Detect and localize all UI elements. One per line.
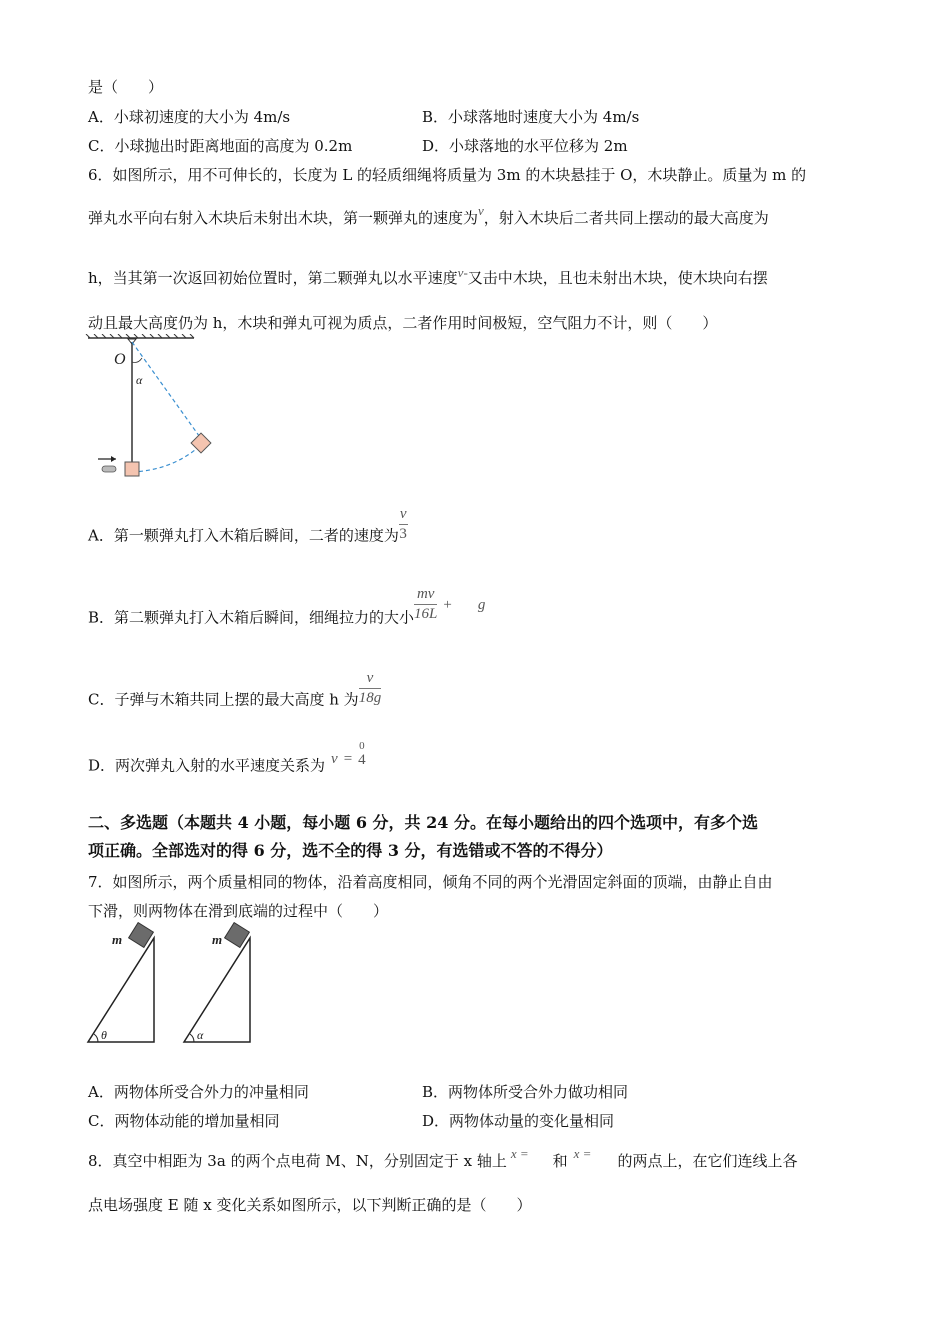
q6-stem-line-3a: h，当其第一次返回初始位置时，第二颗弹丸以水平速度 — [88, 269, 458, 287]
label-o: O — [114, 351, 126, 368]
swing-arc-dashed — [132, 444, 202, 472]
incline-figure-2 — [180, 922, 300, 1048]
swung-string-dashed — [132, 342, 202, 440]
q8-stem-line-1 — [88, 1146, 798, 1171]
q6-option-a-fraction — [399, 506, 408, 543]
q6-option-b-g: g — [477, 596, 486, 613]
q5-option-a: A．小球初速度的大小为 4m/s — [88, 108, 291, 126]
q7-option-b: B．两物体所受合外力做功相同 — [422, 1083, 629, 1101]
q6-option-d-num: 0 — [359, 740, 365, 752]
q6-option-b-num: mv — [416, 586, 435, 602]
q6-stem-line-2a: 弹丸水平向右射入木块后未射出木块，第一颗弹丸的速度为 — [88, 209, 479, 227]
q6-option-d-fraction — [358, 740, 366, 769]
q8-symbol-x1: x = — [510, 1146, 529, 1161]
incline-2-angle-arc — [190, 1034, 194, 1042]
wood-block-swung — [191, 433, 211, 453]
q6-option-b-den: 16L — [414, 606, 438, 622]
q6-option-d-eq: = — [343, 750, 353, 767]
q8-stem-line-2: 点电场强度 E 随 x 变化关系如图所示，以下判断正确的是（ ） — [88, 1196, 532, 1214]
q8-and: 和 — [552, 1152, 568, 1170]
q6-option-c-text: C．子弹与木箱共同上摆的最大高度 h 为 — [88, 690, 359, 709]
q6-stem-line-3b: 又击中木块，且也未射出木块，使木块向右摆 — [467, 269, 768, 287]
q6-option-b-plus: + — [443, 596, 452, 613]
incline-1-triangle — [88, 938, 154, 1042]
q7-option-a: A．两物体所受合外力的冲量相同 — [88, 1083, 309, 1101]
q7-option-d: D．两物体动量的变化量相同 — [422, 1112, 615, 1130]
incline-2-triangle — [184, 938, 250, 1042]
q6-option-d — [88, 740, 366, 781]
label-alpha: α — [136, 373, 143, 387]
q6-option-b — [88, 586, 486, 637]
velocity-arrowhead — [111, 456, 116, 462]
q6-option-c-num: v — [366, 670, 374, 686]
q8-symbol-x2: x = — [573, 1146, 592, 1161]
q5-option-b: B．小球落地时速度大小为 4m/s — [422, 108, 640, 126]
q6-option-c — [88, 670, 382, 719]
q6-stem-line-2 — [88, 203, 769, 228]
angle-arc — [132, 358, 142, 363]
q6-stem-line-3 — [88, 267, 768, 288]
q6-symbol-v: v — [478, 203, 484, 218]
incline-1-angle-arc — [94, 1034, 98, 1042]
pendulum-figure — [84, 334, 234, 484]
q6-option-d-lhs: v — [331, 750, 338, 767]
q6-option-a-den: 3 — [399, 526, 407, 542]
q6-option-a-text: A．第一颗弹丸打入木箱后瞬间，二者的速度为 — [88, 526, 399, 545]
q6-option-d-den: 4 — [358, 752, 366, 768]
q5-option-d: D．小球落地的水平位移为 2m — [422, 137, 628, 155]
wood-block — [125, 462, 139, 476]
incline-1-label-angle: θ — [101, 1028, 107, 1042]
q6-option-c-fraction — [359, 670, 382, 707]
bullet — [102, 466, 116, 472]
q6-option-a — [88, 506, 408, 555]
q6-option-a-num: v — [399, 506, 407, 522]
q5-option-c: C．小球抛出时距离地面的高度为 0.2m — [88, 137, 353, 155]
q6-option-b-fraction — [414, 586, 437, 623]
q8-stem-line-1b: 的两点上，在它们连线上各 — [617, 1152, 798, 1170]
q6-stem-line-1: 6．如图所示，用不可伸长的，长度为 L 的轻质细绳将质量为 3m 的木块悬挂于 O，木块静止。质量为 m 的 — [88, 166, 807, 184]
q6-stem-line-4: 动且最大高度仍为 h，木块和弹丸可视为质点，二者作用时间极短，空气阻力不计，则（ ） — [88, 314, 718, 332]
q6-stem-line-2b: ，射入木块后二者共同上摆动的最大高度为 — [483, 209, 769, 227]
q6-option-b-text: B．第二颗弹丸打入木箱后瞬间，细绳拉力的大小 — [88, 608, 415, 627]
section-2-heading-line-2: 项正确。全部选对的得 6 分，选不全的得 3 分，有选错或不答的不得分） — [88, 841, 613, 860]
q5-stem-tail: 是（ ） — [88, 78, 164, 96]
q8-stem-line-1a: 8．真空中相距为 3a 的两个点电荷 M、N，分别固定于 x 轴上 — [88, 1152, 507, 1170]
q7-stem-line-2: 下滑，则两物体在滑到底端的过程中（ ） — [88, 902, 389, 920]
incline-1-label-m: m — [112, 932, 123, 947]
q6-symbol-v2: v- — [457, 265, 468, 280]
incline-2-label-angle: α — [197, 1028, 204, 1042]
q6-option-d-text: D．两次弹丸入射的水平速度关系为 — [88, 756, 326, 775]
q7-stem-line-1: 7．如图所示，两个质量相同的物体，沿着高度相同，倾角不同的两个光滑固定斜面的顶端，由静止自由 — [88, 873, 773, 891]
incline-2-label-m: m — [212, 932, 223, 947]
section-2-heading-line-1: 二、多选题（本题共 4 小题，每小题 6 分，共 24 分。在每小题给出的四个选项中，有多个选 — [88, 813, 758, 832]
q6-option-c-den: 18g — [358, 690, 382, 706]
q7-option-c: C．两物体动能的增加量相同 — [88, 1112, 280, 1130]
